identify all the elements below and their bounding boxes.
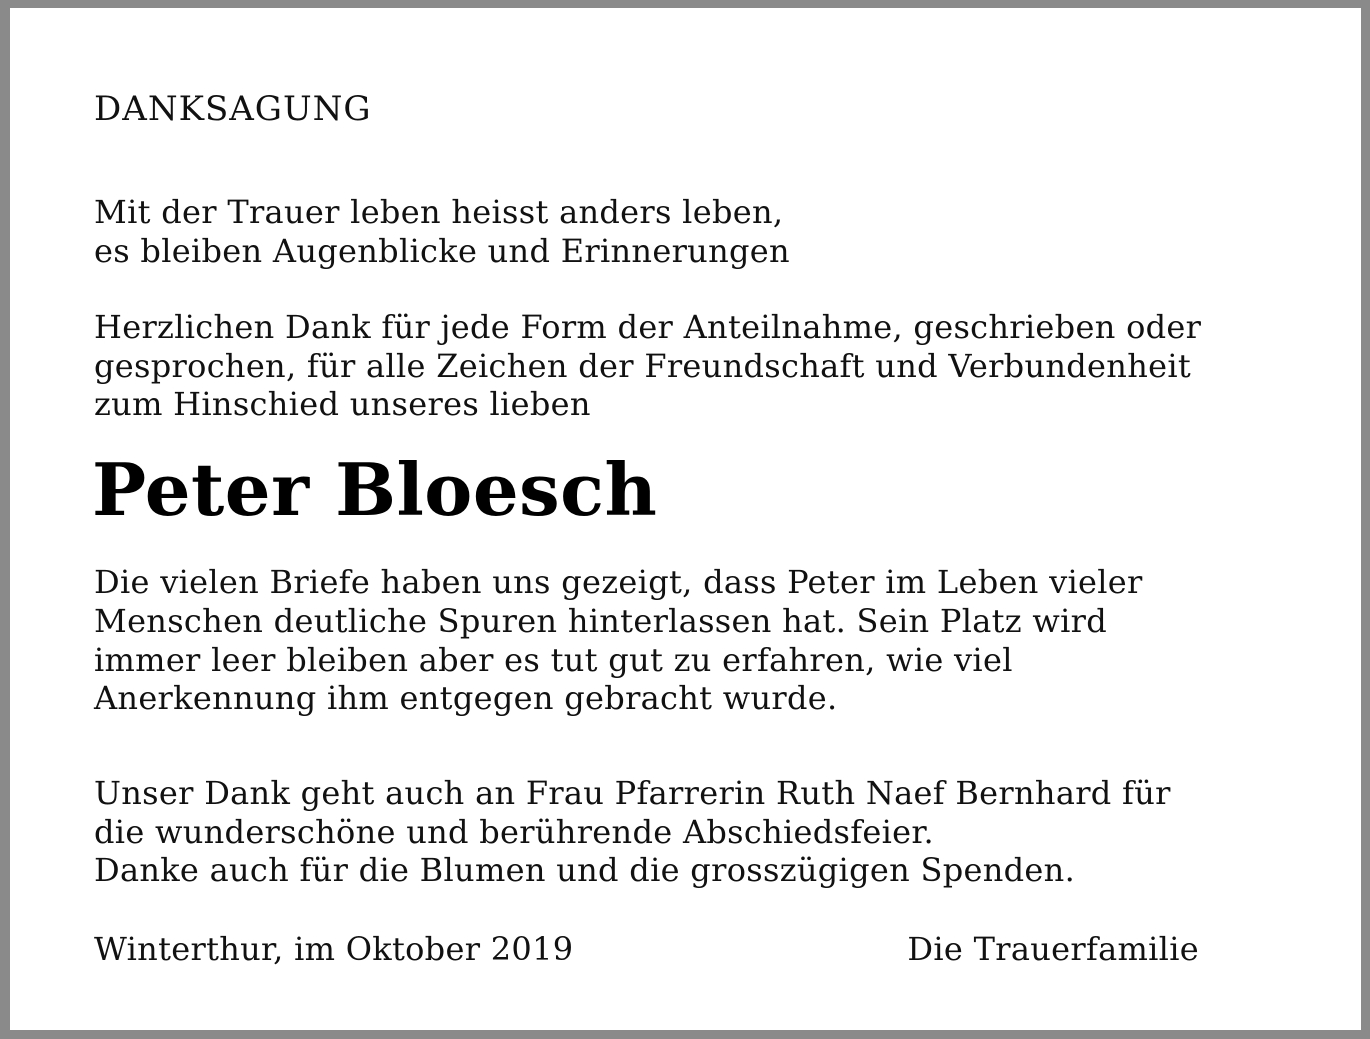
paragraph-line: immer leer bleiben aber es tut gut zu erfahren, wie viel — [94, 641, 1013, 679]
verse-line: es bleiben Augenblicke und Erinnerungen — [94, 232, 790, 270]
paragraph-line: Unser Dank geht auch an Frau Pfarrerin Ruth Naef Bernhard für — [94, 774, 1171, 812]
paragraph-line: Danke auch für die Blumen und die grosszügigen Spenden. — [94, 851, 1076, 889]
verse-line: Mit der Trauer leben heisst anders leben, — [94, 193, 784, 231]
signature: Die Trauerfamilie — [907, 930, 1199, 968]
deceased-name: Peter Bloesch — [92, 447, 658, 532]
paragraph-line: Die vielen Briefe haben uns gezeigt, dass Peter im Leben vieler — [94, 563, 1143, 601]
paragraph-line: Anerkennung ihm entgegen gebracht wurde. — [94, 679, 838, 717]
paragraph-line: zum Hinschied unseres lieben — [94, 385, 591, 423]
paragraph-line: Menschen deutliche Spuren hinterlassen hat. Sein Platz wird — [94, 602, 1108, 640]
notice-heading: DANKSAGUNG — [94, 89, 372, 129]
place-date: Winterthur, im Oktober 2019 — [94, 930, 574, 968]
paragraph-line: gesprochen, für alle Zeichen der Freundschaft und Verbundenheit — [94, 347, 1192, 385]
paragraph-line: die wunderschöne und berührende Abschiedsfeier. — [94, 813, 934, 851]
paragraph-line: Herzlichen Dank für jede Form der Anteilnahme, geschrieben oder — [94, 308, 1202, 346]
